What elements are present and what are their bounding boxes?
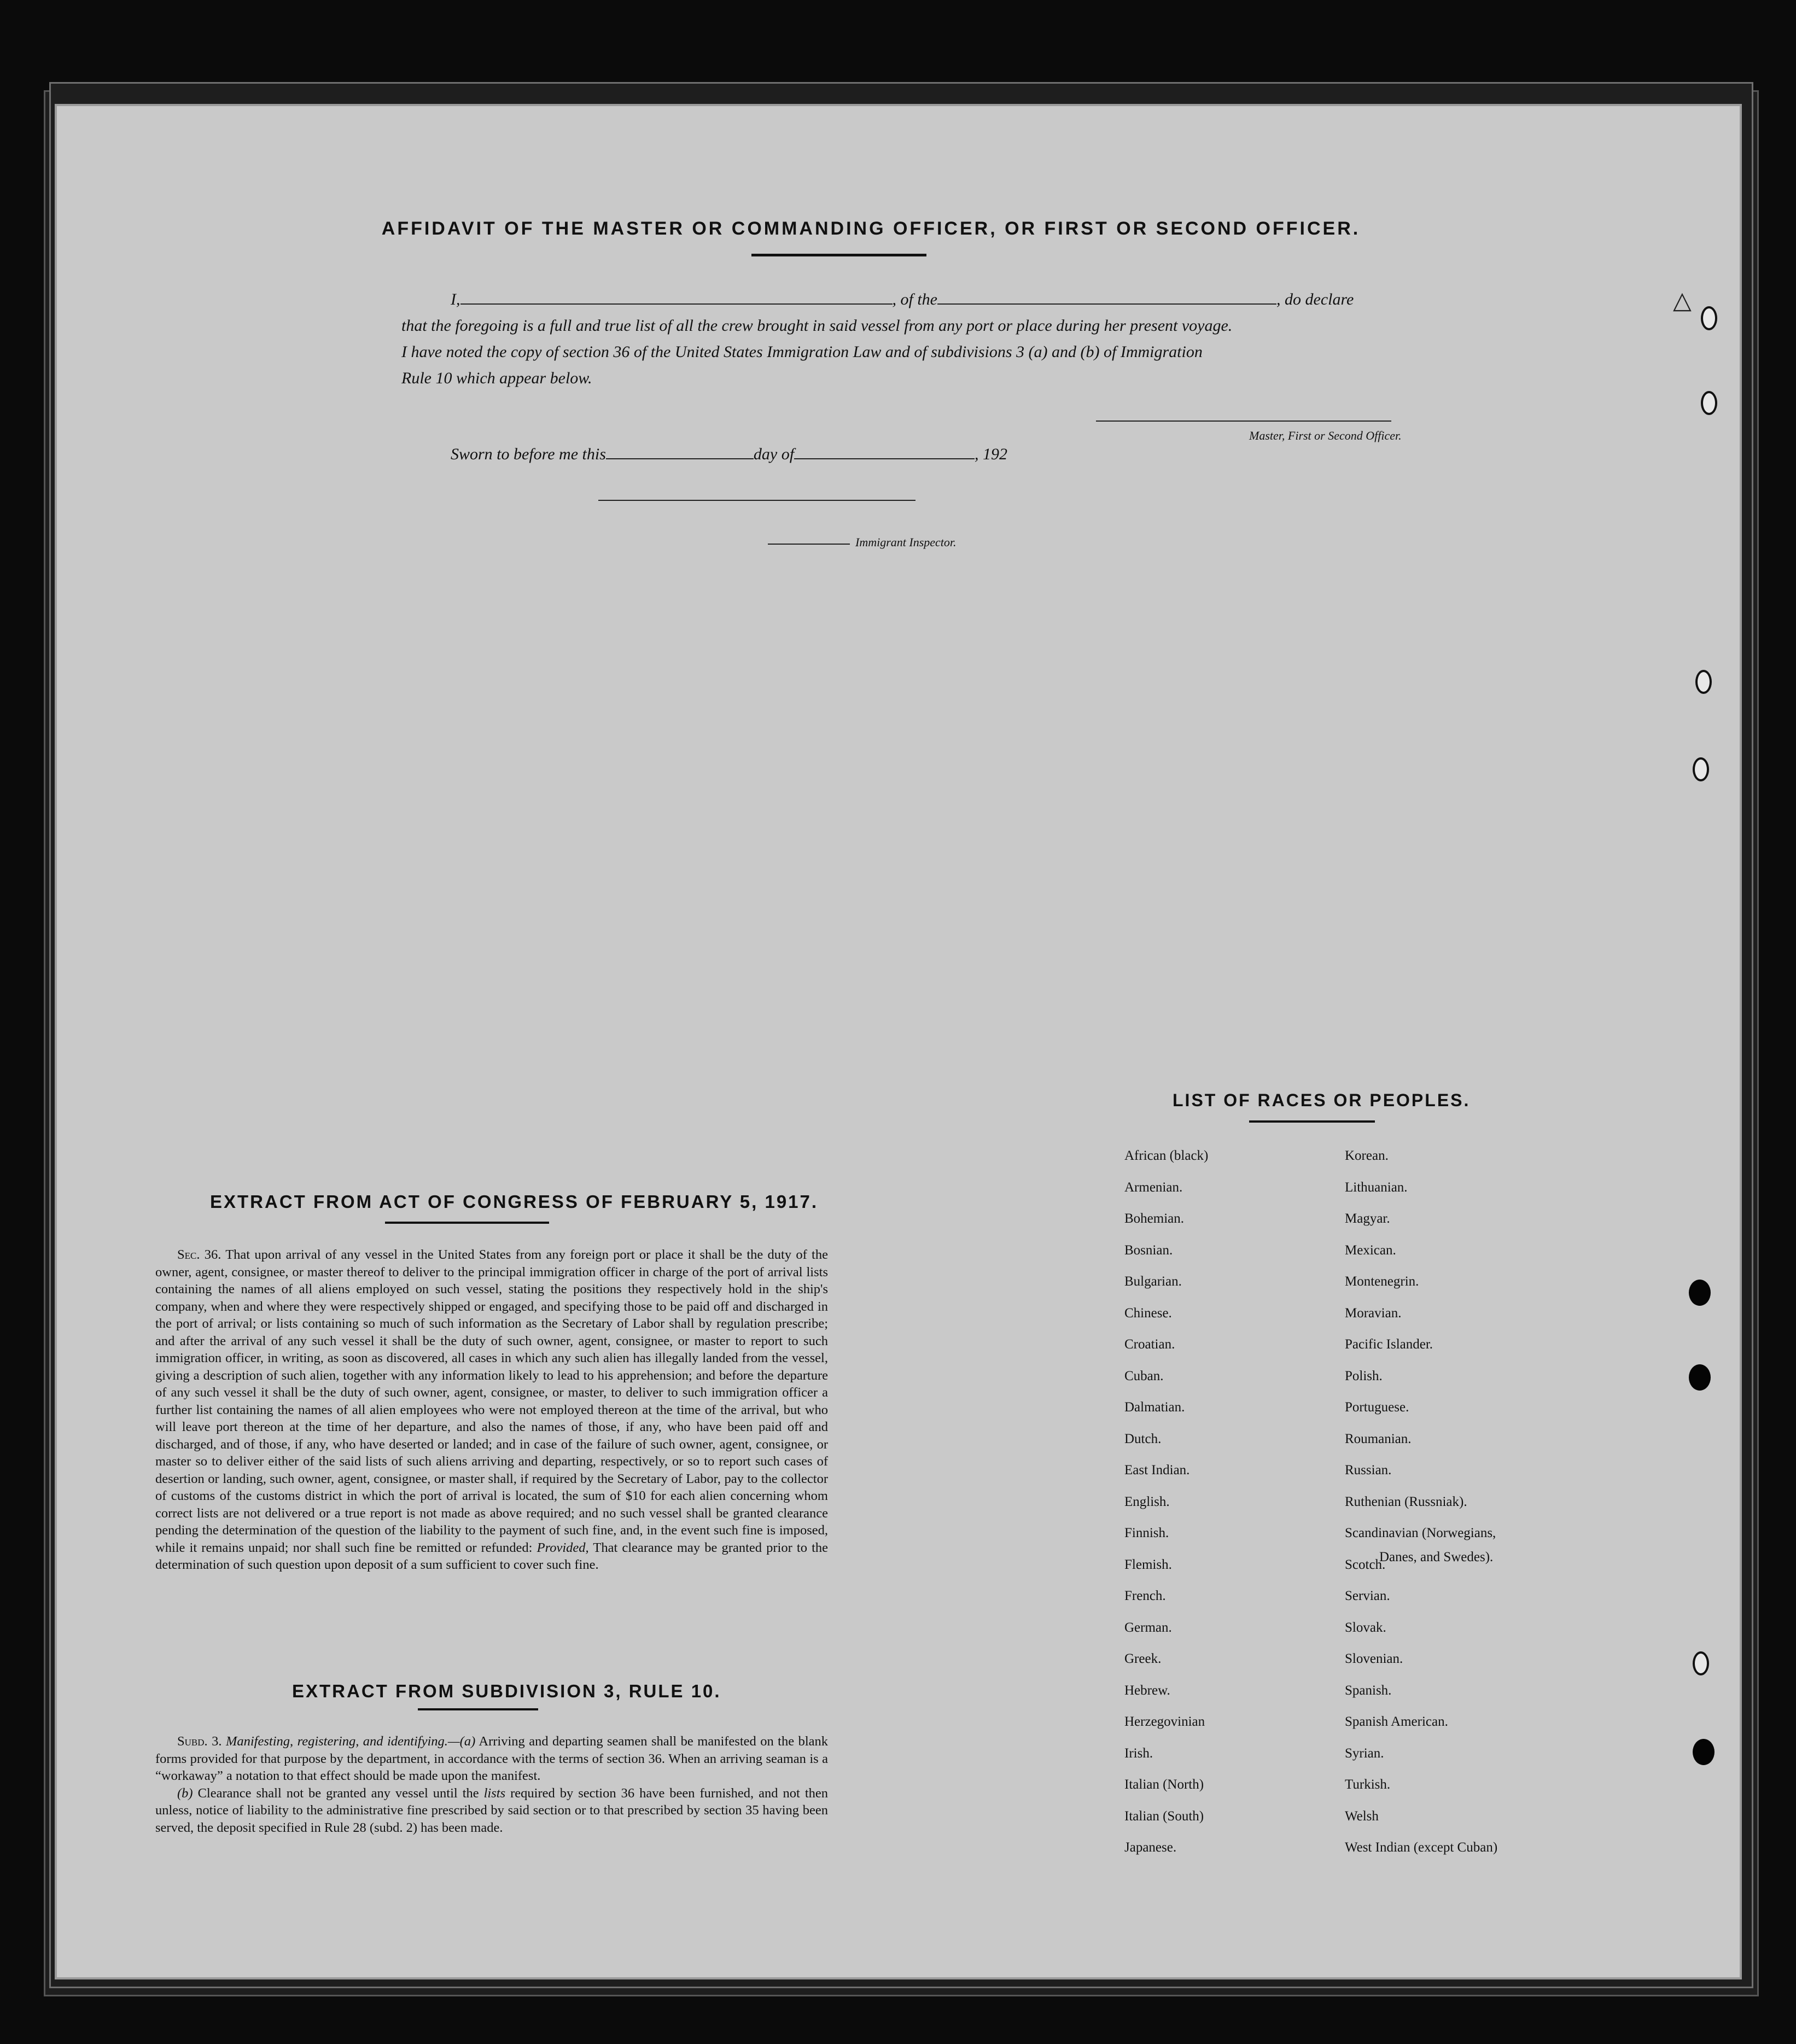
binder-hole	[1693, 1651, 1709, 1675]
race-item: Spanish American.	[1345, 1714, 1448, 1729]
race-item: Servian.	[1345, 1589, 1390, 1603]
race-item: Scotch.	[1345, 1557, 1386, 1572]
race-item: East Indian.	[1124, 1463, 1190, 1477]
race-item: Spanish.	[1345, 1683, 1392, 1698]
binder-hole-punched	[1693, 1739, 1715, 1765]
document-sheet	[55, 104, 1742, 1979]
race-item: Greek.	[1124, 1651, 1162, 1666]
subd-para-b-2: required by section 36 have been furnished, and not then unless, notice of liability to the administrative fine prescribed by said section or to that prescribed by section 35 having been served, the deposit specified in Rule 28 (subd. 2) has been made.	[155, 1785, 828, 1835]
race-item: Slovenian.	[1345, 1651, 1403, 1666]
act-extract-rule	[385, 1222, 549, 1224]
race-item: Hebrew.	[1124, 1683, 1170, 1698]
race-item: French.	[1124, 1589, 1166, 1603]
sworn-label: Sworn to before me this	[451, 445, 606, 463]
race-item: Portuguese.	[1345, 1400, 1409, 1415]
race-item: Montenegrin.	[1345, 1274, 1419, 1289]
race-item: Ruthenian (Russniak).	[1345, 1494, 1467, 1509]
race-item: Bulgarian.	[1124, 1274, 1182, 1289]
race-item: Korean.	[1345, 1148, 1389, 1163]
binder-hole-punched	[1689, 1280, 1711, 1306]
vessel-name-field[interactable]	[937, 303, 1276, 305]
sworn-line	[451, 445, 1007, 464]
race-item: Dalmatian.	[1124, 1400, 1185, 1415]
sec-36-body: That upon arrival of any vessel in the United States from any foreign port or place it shall be the duty of the owner, agent, consignee, or master thereof to deliver to the principal immigration officer in charge of the port of arrival lists containing the names of all aliens employed on such vessel, stating the positions they respectively hold in the ship's company, when and where they were respectively shipped or engaged, and specifying those to be paid off and discharged in the port of arrival; or lists containing so much of such information as the Secretary of Labor shall by regulation prescribe; and after the arrival of any such vessel it shall be the duty of such owner, agent, consignee, or master to report to such immigration officer, in writing, as soon as discovered, all cases in which any such alien has illegally landed from the vessel, giving a description of such alien, together with any information likely to lead to his apprehension; and before the departure of any such vessel it shall be the duty of such owner, agent, consignee, or master, to deliver to such immigration officer a further list containing the names of all alien employees who were not employed thereon at the time of the arrival, but who will leave port thereon at the time of her departure, and also the names of those, if any, who have been paid off and discharged, and of those, if any, who have deserted or landed; and in case of the failure of such owner, agent, consignee, or master so to deliver either of the said lists of such aliens arriving and departing, respectively, or so to report such cases of desertion or landing, such owner, agent, consignee, or master shall, if required by the Secretary of Labor, pay to the collector of customs of the customs district in which the port of arrival is located, the sum of $10 for each alien concerning whom correct lists are not delivered or a true report is not made as above required; and no such vessel shall be granted clearance pending the determination of the question of the liability to the payment of such fine, and, in the event such fine is imposed, while it remains unpaid; nor shall such fine be remitted or refunded:	[155, 1247, 828, 1555]
race-item: German.	[1124, 1620, 1172, 1635]
race-item: Welsh	[1345, 1808, 1379, 1824]
binder-hole	[1701, 306, 1717, 330]
race-item: Herzegovinian	[1124, 1714, 1205, 1729]
subdivision-3-text	[155, 1733, 828, 1836]
race-item: Bosnian.	[1124, 1242, 1173, 1258]
inspector-caption: Immigrant Inspector.	[855, 535, 957, 549]
subd-para-a: Arriving and departing seamen shall be manifested on the blank forms provided for that purpose by the department, in accordance with the terms of section 36. When an arriving seaman is a “workaway” a notation to that effect should be made upon the manifest.	[155, 1734, 828, 1783]
provided-label: Provided,	[537, 1540, 589, 1555]
affidavit-title: AFFIDAVIT OF THE MASTER OR COMMANDING OFFICER, OR FIRST OR SECOND OFFICER.	[381, 218, 1361, 239]
affidavit-line-4: Rule 10 which appear below.	[401, 369, 592, 387]
subd-heading: Manifesting, registering, and identifying.—(a)	[225, 1734, 476, 1749]
rule-extract-title: EXTRACT FROM SUBDIVISION 3, RULE 10.	[292, 1681, 721, 1701]
affidavit-line-3: I have noted the copy of section 36 of the United States Immigration Law and of subdivisions 3 (a) and (b) of Immigration	[401, 343, 1203, 361]
race-item: Flemish.	[1124, 1557, 1172, 1572]
race-item: Slovak.	[1345, 1620, 1386, 1635]
race-item: Roumanian.	[1345, 1431, 1412, 1446]
affidavit-title-rule	[751, 254, 926, 256]
sworn-day-field[interactable]	[606, 458, 754, 459]
rule-extract-rule	[418, 1708, 538, 1710]
affidavit-of-the: , of the	[892, 290, 937, 308]
race-item: Russian.	[1345, 1463, 1392, 1477]
races-title-rule	[1249, 1120, 1375, 1123]
race-item-scand-cont: Danes, and Swedes).	[1379, 1550, 1494, 1564]
race-item: Lithuanian.	[1345, 1179, 1408, 1195]
affidavit-line-2: that the foregoing is a full and true list of all the crew brought in said vessel from any port or place during her present voyage.	[401, 317, 1233, 335]
subd-para-b-lists: lists	[483, 1785, 506, 1801]
binder-hole	[1701, 391, 1717, 415]
inspector-signature-line[interactable]	[598, 500, 916, 501]
race-item: Dutch.	[1124, 1431, 1162, 1446]
race-item: Polish.	[1345, 1368, 1383, 1383]
race-item: Japanese.	[1124, 1840, 1177, 1855]
subd-label: Subd. 3.	[177, 1734, 222, 1749]
race-item: Scandinavian (Norwegians,	[1345, 1526, 1496, 1540]
race-item: Armenian.	[1124, 1179, 1183, 1195]
binder-hole-punched	[1689, 1364, 1711, 1391]
race-item: Croatian.	[1124, 1337, 1175, 1352]
race-item: Syrian.	[1345, 1745, 1384, 1761]
race-item: Pacific Islander.	[1345, 1337, 1433, 1352]
act-extract-title: EXTRACT FROM ACT OF CONGRESS OF FEBRUARY 5, 1917.	[210, 1192, 819, 1212]
inspector-short-line	[768, 544, 850, 545]
race-item: Bohemian.	[1124, 1211, 1185, 1226]
race-item: African (black)	[1124, 1148, 1209, 1163]
affidavit-body	[401, 287, 1484, 392]
race-item: Turkish.	[1345, 1777, 1391, 1792]
race-item: Irish.	[1124, 1745, 1153, 1761]
subd-b-label: (b)	[177, 1785, 193, 1801]
sworn-year: , 192	[975, 445, 1008, 463]
race-item: Moravian.	[1345, 1305, 1402, 1321]
section-36-text	[155, 1246, 828, 1574]
sec-36-label: Sec. 36.	[177, 1247, 221, 1262]
race-item: Magyar.	[1345, 1211, 1390, 1226]
sworn-month-field[interactable]	[794, 458, 975, 459]
master-caption: Master, First or Second Officer.	[1249, 429, 1402, 442]
provided-text: That clearance may be granted prior to the determination of such question upon deposit of a sum sufficient to cover such fine.	[155, 1540, 829, 1572]
race-item: West Indian (except Cuban)	[1345, 1840, 1498, 1855]
affidavit-declare: , do declare	[1276, 290, 1354, 308]
binder-hole	[1693, 757, 1709, 781]
race-item: Mexican.	[1345, 1242, 1396, 1258]
sworn-day-of: day of	[753, 445, 795, 463]
race-item: Italian (South)	[1124, 1808, 1204, 1824]
corner-triangle-mark: △	[1673, 287, 1692, 314]
master-signature-line[interactable]	[1096, 421, 1391, 422]
affidavit-i: I,	[451, 290, 460, 308]
races-title: LIST OF RACES OR PEOPLES.	[1173, 1090, 1471, 1110]
subd-para-b-1: Clearance shall not be granted any vessel until the	[197, 1785, 479, 1801]
race-item: Italian (North)	[1124, 1777, 1204, 1792]
race-item: Finnish.	[1124, 1526, 1169, 1540]
officer-name-field[interactable]	[460, 303, 893, 305]
binder-hole	[1695, 670, 1712, 694]
affidavit-line-1	[401, 287, 1484, 313]
race-item: Chinese.	[1124, 1305, 1172, 1321]
race-item: Cuban.	[1124, 1368, 1164, 1383]
race-item: English.	[1124, 1494, 1170, 1509]
